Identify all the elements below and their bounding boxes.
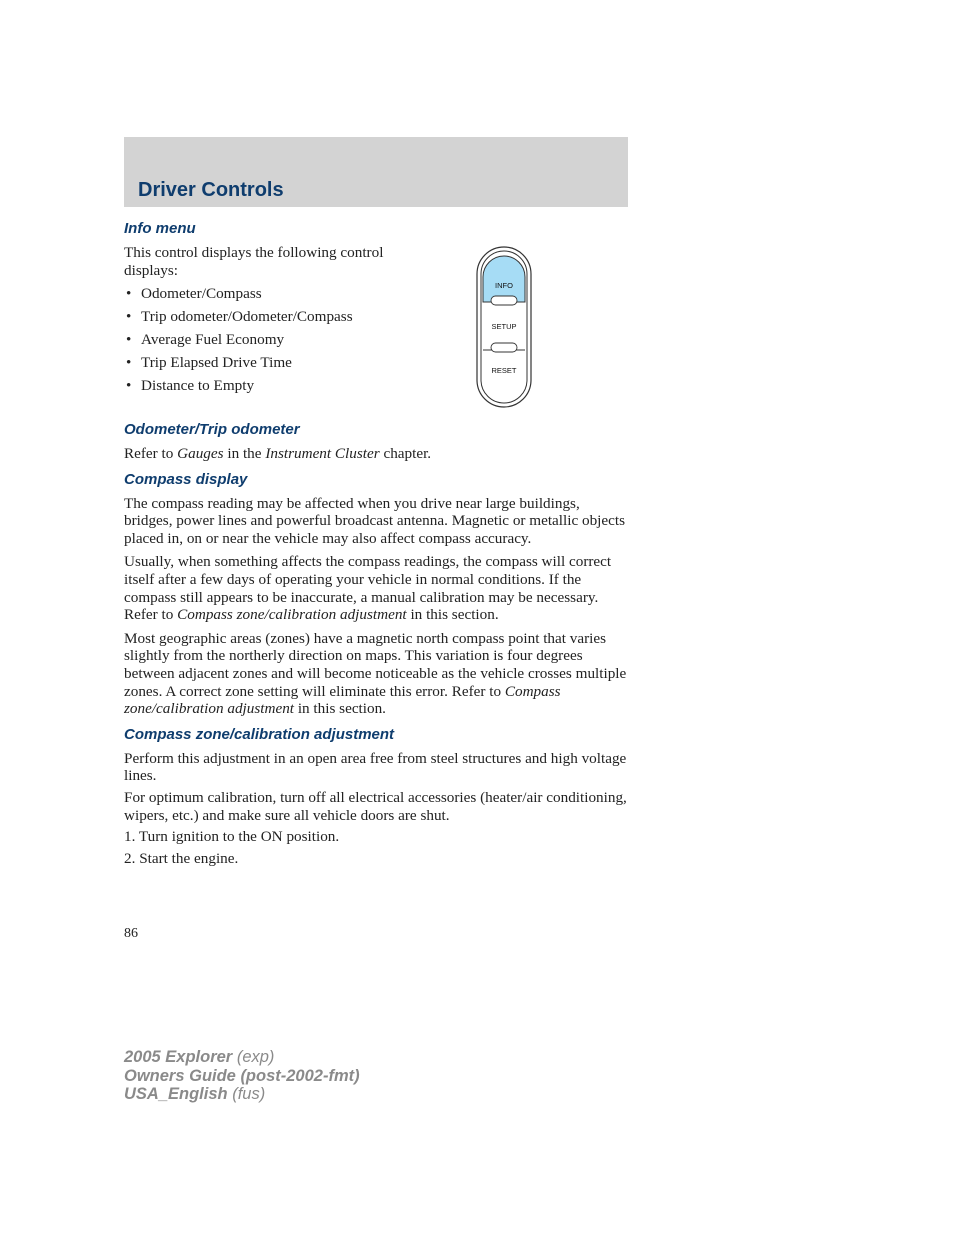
- calibration-reference: Compass zone/calibration adjustment: [177, 606, 407, 624]
- page-content: [124, 220, 628, 871]
- compass-text-part: in this section.: [294, 700, 386, 718]
- compass-paragraph-1: The compass reading may be affected when you drive near large buildings, bridges, power lines and powerful broadcast antenna. Magnetic or metallic objects placed in, on or near the vehicle may also affect compass accuracy.: [124, 494, 626, 547]
- info-menu-intro: This control displays the following control displays:: [124, 244, 384, 279]
- odometer-heading: Odometer/Trip odometer: [124, 421, 300, 438]
- calibration-step: 2. Start the engine.: [124, 849, 239, 867]
- calibration-heading: Compass zone/calibration adjustment: [124, 725, 395, 743]
- footer-line-1: [124, 1048, 360, 1067]
- document-footer: [124, 1048, 360, 1104]
- list-item: • Distance to Empty: [124, 377, 404, 395]
- info-menu-heading: Info menu: [124, 220, 196, 237]
- compass-text-part: in this section.: [406, 606, 499, 624]
- page-number: 86: [124, 926, 138, 941]
- compass-section: [124, 471, 628, 718]
- list-item: • Average Fuel Economy: [124, 331, 404, 349]
- compass-heading: Compass display: [124, 470, 248, 488]
- footer-line-3: [124, 1085, 360, 1104]
- footer-model: 2005 Explorer: [124, 1048, 233, 1066]
- list-item: • Odometer/Compass: [124, 285, 404, 303]
- reset-button-ridge: [491, 343, 517, 352]
- section-title: Driver Controls: [138, 179, 284, 201]
- info-setup-reset-control-illustration: [476, 246, 532, 408]
- info-menu-text: [124, 244, 404, 394]
- calibration-section: [124, 726, 628, 868]
- setup-button-ridge: [491, 296, 517, 305]
- calibration-step: 1. Turn ignition to the ON position.: [124, 828, 340, 846]
- info-menu-section: [124, 220, 628, 413]
- compass-text-part: Most geographic areas (zones) have a magnetic north compass point that varies slightly from the northerly direction on maps. This variation is four degrees between adjacent zones and will become noticeable as the vehicle crosses multiple zones. A correct zone setting will eliminate this error. Refer to: [124, 629, 627, 700]
- list-item: • Trip Elapsed Drive Time: [124, 354, 404, 372]
- section-header: [124, 137, 628, 207]
- footer-model-code: (exp): [232, 1048, 275, 1066]
- compass-paragraph-3: [124, 630, 628, 718]
- odometer-text-part: chapter.: [379, 445, 432, 462]
- setup-button-label: SETUP: [491, 322, 517, 331]
- odometer-section: [124, 421, 628, 463]
- footer-line-2: Owners Guide (post-2002-fmt): [124, 1066, 360, 1085]
- calibration-paragraph-2: For optimum calibration, turn off all electrical accessories (heater/air conditioning, wipers, etc.) and make sure all vehicle doors are shut.: [124, 788, 627, 824]
- calibration-reference: Compass zone/calibration adjustment: [124, 682, 561, 718]
- footer-language-code: (fus): [227, 1085, 266, 1103]
- info-button: [483, 256, 525, 302]
- gauges-reference: Gauges: [177, 445, 224, 462]
- odometer-text: [124, 445, 628, 463]
- calibration-paragraph-1: Perform this adjustment in an open area free from steel structures and high voltage lines.: [124, 749, 627, 785]
- compass-text-part: Usually, when something affects the compass readings, the compass will correct itself after a few days of operating your vehicle in normal conditions. If the compass still appears to be inaccurate, a manual calibration may be necessary. Refer to: [124, 553, 612, 624]
- info-menu-list: [124, 285, 404, 394]
- instrument-cluster-reference: Instrument Cluster: [265, 445, 380, 462]
- odometer-text-part: Refer to: [124, 445, 178, 462]
- odometer-text-part: in the: [223, 445, 266, 462]
- reset-button-label: RESET: [491, 366, 517, 375]
- list-item: • Trip odometer/Odometer/Compass: [124, 308, 404, 326]
- info-button-label: INFO: [495, 281, 513, 290]
- footer-language: USA_English: [124, 1085, 228, 1103]
- compass-paragraph-2: [124, 553, 628, 623]
